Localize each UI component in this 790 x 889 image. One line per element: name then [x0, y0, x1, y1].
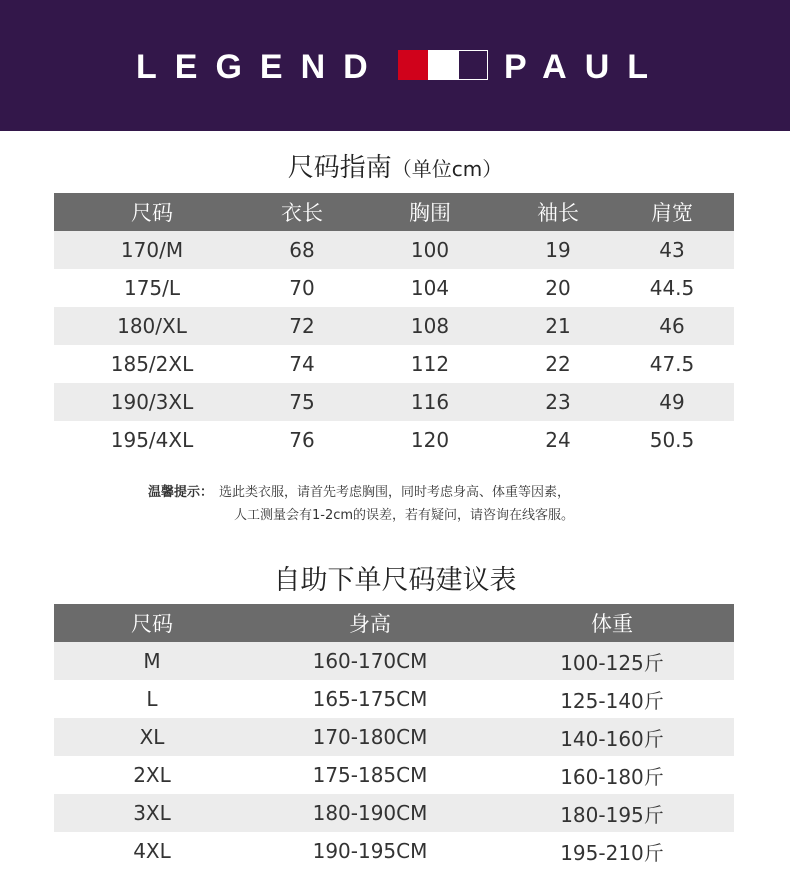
flag-emblem [398, 50, 488, 80]
table-cell: 120 [410, 428, 450, 452]
header-cell: 尺码 [54, 604, 250, 642]
table-cell: 20 [545, 276, 571, 300]
table-cell: 104 [410, 276, 450, 300]
header-cell: 胸围 [354, 193, 506, 231]
table-cell: 68 [250, 231, 354, 269]
table-cell: 180/XL [54, 307, 250, 345]
size-guide-table [54, 193, 734, 459]
flag-red-block [398, 50, 428, 80]
table-header-row [54, 604, 734, 642]
warm-tips [148, 481, 748, 527]
size-guide-title-text: 尺码指南 [287, 153, 392, 183]
tips-text-1: 选此类衣服，请首先考虑胸围，同时考虑身高、体重等因素， [219, 485, 571, 500]
table-cell: 70 [289, 276, 315, 300]
table-row [54, 756, 734, 794]
table-row [54, 231, 734, 269]
table-cell: 19 [506, 231, 610, 269]
self-order-title: 自助下单尺码建议表 [273, 565, 517, 596]
table-cell: 100 [354, 231, 506, 269]
table-row [54, 383, 734, 421]
table-cell: 108 [354, 307, 506, 345]
table-cell: 116 [354, 383, 506, 421]
flag-navy-block [458, 50, 488, 80]
size-guide-unit: （单位cm） [391, 157, 503, 181]
header-cell: 尺码 [54, 193, 250, 231]
table-cell: L [146, 687, 158, 711]
table-cell: 74 [289, 352, 315, 376]
table-cell: 72 [250, 307, 354, 345]
table-header-row [54, 193, 734, 231]
table-row [54, 642, 734, 680]
header-cell: 身高 [250, 604, 490, 642]
header-cell: 肩宽 [610, 193, 734, 231]
header-cell: 袖长 [506, 193, 610, 231]
table-row [54, 832, 734, 870]
table-cell: 180-190CM [250, 794, 490, 832]
table-cell: 43 [610, 231, 734, 269]
self-order-table [54, 604, 734, 870]
table-cell: 195-210斤 [560, 840, 664, 865]
table-cell: 190/3XL [54, 383, 250, 421]
table-cell: 160-170CM [250, 642, 490, 680]
table-cell: 170-180CM [250, 718, 490, 756]
table-row [54, 680, 734, 718]
table-cell: 112 [410, 352, 450, 376]
table-cell: 100-125斤 [490, 642, 734, 680]
brand-logo [0, 46, 790, 88]
logo-word-left: LEGEND [136, 48, 386, 86]
table-cell: 3XL [54, 794, 250, 832]
header-cell: 衣长 [250, 193, 354, 231]
table-cell: 76 [289, 428, 315, 452]
size-guide-title [0, 147, 790, 184]
table-cell: 125-140斤 [560, 688, 664, 713]
tips-line-2: 人工测量会有1-2cm的误差，若有疑问，请咨询在线客服。 [234, 508, 575, 523]
table-cell: 23 [506, 383, 610, 421]
table-row [54, 794, 734, 832]
table-row [54, 269, 734, 307]
table-row [54, 345, 734, 383]
table-cell: 44.5 [649, 276, 695, 300]
table-row [54, 421, 734, 459]
header-cell: 体重 [490, 604, 734, 642]
table-cell: 46 [610, 307, 734, 345]
table-cell: 21 [506, 307, 610, 345]
table-cell: 175-185CM [312, 763, 428, 787]
table-cell: 185/2XL [110, 352, 194, 376]
table-cell: 195/4XL [110, 428, 194, 452]
brand-banner [0, 0, 790, 131]
table-cell: XL [54, 718, 250, 756]
table-row [54, 307, 734, 345]
table-cell: 49 [610, 383, 734, 421]
table-cell: M [54, 642, 250, 680]
flag-white-block [428, 50, 458, 80]
table-cell: 165-175CM [312, 687, 428, 711]
table-cell: 190-195CM [312, 839, 428, 863]
table-cell: 175/L [123, 276, 181, 300]
table-cell: 140-160斤 [490, 718, 734, 756]
table-cell: 75 [250, 383, 354, 421]
table-cell: 2XL [133, 763, 171, 787]
table-row [54, 718, 734, 756]
tips-line-1 [148, 481, 748, 504]
table-cell: 22 [545, 352, 571, 376]
table-cell: 24 [545, 428, 571, 452]
table-cell: 180-195斤 [490, 794, 734, 832]
table-cell: 50.5 [649, 428, 695, 452]
tips-label: 温馨提示： [148, 485, 214, 500]
logo-word-right: PAUL [504, 48, 667, 86]
table-cell: 170/M [54, 231, 250, 269]
table-cell: 4XL [133, 839, 171, 863]
table-cell: 160-180斤 [560, 764, 664, 789]
table-cell: 47.5 [649, 352, 695, 376]
